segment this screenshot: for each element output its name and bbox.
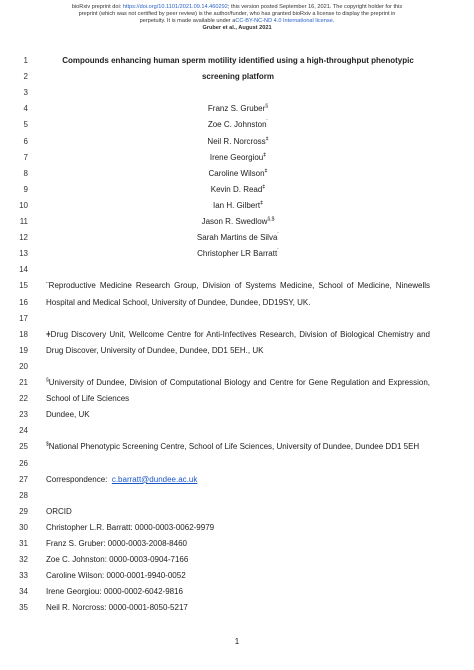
author-name	[46, 101, 430, 117]
affiliation-3-line-3: Dundee, UK	[46, 410, 90, 420]
author-name	[46, 134, 430, 150]
manuscript-line	[0, 472, 474, 488]
manuscript-line	[0, 182, 474, 198]
line-number: 19	[19, 345, 28, 355]
manuscript-line	[0, 359, 474, 375]
manuscript-line	[0, 262, 474, 278]
line-number: 8	[23, 168, 28, 178]
orcid-heading: ORCID	[46, 506, 72, 516]
author-name	[46, 214, 430, 230]
affiliation-4-text: National Phenotypic Screening Centre, School of Life Sciences, University of Dundee, Dundee DD1 5EH	[48, 442, 420, 452]
line-number: 33	[19, 571, 28, 581]
manuscript-line	[0, 278, 474, 294]
doi-link[interactable]: https://doi.org/10.1101/2021.09.14.460292	[122, 4, 228, 10]
affiliation-4	[46, 439, 419, 455]
manuscript-line	[0, 423, 474, 439]
affiliation-3-line-1	[46, 375, 430, 391]
author-name	[46, 182, 430, 198]
affiliation-3-line-2: School of Life Sciences	[46, 394, 130, 404]
correspondence	[46, 472, 197, 488]
author-name	[46, 246, 430, 262]
correspondence-email-link[interactable]: c.barratt@dundee.ac.uk	[111, 474, 198, 484]
manuscript-line	[0, 600, 474, 616]
affiliation-marker: §,$	[267, 216, 275, 223]
manuscript-line	[0, 117, 474, 133]
affiliation-1-line-1: ¨Reproductive Medicine Research Group, Division of Systems Medicine, School of Medicine, Ninewells	[46, 281, 430, 291]
manuscript-line	[0, 69, 474, 85]
running-head: Gruber et al., August 2021	[202, 25, 272, 31]
manuscript-line	[0, 311, 474, 327]
line-number: 27	[19, 474, 28, 484]
line-number: 11	[19, 217, 28, 226]
affiliation-3-line-1-text: University of Dundee, Division of Computational Biology and Centre for Gene Regulation and Expression,	[48, 378, 430, 387]
line-number: 4	[23, 104, 28, 114]
manuscript-line	[0, 584, 474, 600]
manuscript-line	[0, 214, 474, 230]
manuscript-line	[0, 439, 474, 455]
affiliation-marker: ¨	[277, 232, 280, 239]
author-name-text: Caroline Wilson	[208, 168, 265, 178]
affiliation-marker: ǂ	[265, 135, 269, 142]
author-name	[46, 198, 430, 214]
line-number: 15	[19, 281, 28, 291]
manuscript-line	[0, 134, 474, 150]
affiliation-marker: ¨	[266, 119, 269, 126]
manuscript-line	[0, 85, 474, 101]
manuscript-line	[0, 488, 474, 504]
correspondence-label: Correspondence:	[46, 474, 108, 484]
manuscript-line	[0, 568, 474, 584]
orcid-entry: Neil R. Norcross: 0000-0001-8050-5217	[46, 603, 188, 613]
preprint-header	[40, 4, 434, 32]
line-number: 21	[19, 378, 28, 387]
affiliation-2-line-2: Drug Discover, University of Dundee, Dundee, DD1 5EH., UK	[46, 345, 264, 355]
affiliation-marker: §	[265, 103, 269, 110]
header-line-3: perpetuity. It is made available under aCC-BY-NC-ND 4.0 International license.	[139, 18, 335, 24]
author-name-text: Kevin D. Read	[210, 184, 263, 194]
manuscript-line	[0, 230, 474, 246]
license-link[interactable]: CC-BY-NC-ND 4.0 International license	[235, 18, 333, 24]
line-number: 20	[19, 361, 28, 371]
orcid-entry: Christopher L.R. Barratt: 0000-0003-0062-9979	[46, 522, 215, 532]
manuscript-line	[0, 150, 474, 166]
line-number: 26	[19, 458, 28, 468]
manuscript-line	[0, 504, 474, 520]
affiliation-marker: §	[46, 377, 49, 384]
header-line-1: bioRxiv preprint doi: https://doi.org/10.1101/2021.09.14.460292; this version posted September 16, 2021. The copyright holder for this	[71, 4, 403, 10]
author-name-text: Neil R. Norcross	[207, 136, 266, 146]
title-line-1: Compounds enhancing human sperm motility identified using a high-throughput phenotypic	[62, 56, 414, 65]
line-number: 3	[23, 88, 28, 98]
orcid-entry: Franz S. Gruber: 0000-0003-2008-8460	[46, 539, 187, 548]
author-name	[46, 150, 430, 166]
affiliation-marker: ǂ	[264, 168, 268, 175]
line-number: 22	[19, 394, 28, 404]
line-number: 10	[19, 200, 28, 210]
affiliation-marker: ǂ	[263, 151, 267, 158]
line-number: 13	[19, 249, 28, 259]
manuscript-line	[0, 166, 474, 182]
author-name-text: Sarah Martins de Silva	[196, 233, 278, 243]
manuscript-line	[0, 53, 474, 69]
author-name	[46, 117, 430, 133]
affiliation-marker: $	[46, 441, 49, 448]
line-number: 5	[23, 120, 28, 130]
page-number: 1	[234, 637, 240, 646]
manuscript-line	[0, 246, 474, 262]
affiliation-marker: ǂ	[260, 200, 264, 207]
author-name-text: Zoe C. Johnston	[207, 120, 267, 130]
line-number: 24	[19, 426, 28, 436]
affiliation-1-line-2: Hospital and Medical School, University of Dundee, Dundee, DD19SY, UK.	[46, 297, 311, 307]
line-number: 12	[19, 233, 28, 243]
line-number: 17	[19, 313, 28, 323]
orcid-entry: Caroline Wilson: 0000-0001-9940-0052	[46, 571, 186, 581]
line-number: 14	[19, 265, 28, 275]
line-number: 32	[19, 555, 28, 565]
line-number: 16	[19, 297, 28, 307]
author-name-text: Irene Georgiou	[209, 152, 264, 162]
line-number: 31	[19, 539, 28, 548]
line-number: 35	[19, 603, 28, 613]
line-number: 7	[23, 152, 28, 162]
author-name-text: Jason R. Swedlow	[201, 217, 268, 226]
header-line-2: preprint (which was not certified by peer review) is the author/funder, who has granted bioRxiv a license to display the preprint in	[78, 11, 396, 17]
affiliation-marker: ǂ	[262, 184, 266, 191]
title-line-2: screening platform	[201, 72, 274, 82]
line-number: 18	[19, 329, 28, 339]
line-number: 2	[23, 72, 28, 82]
manuscript-line	[0, 456, 474, 472]
orcid-entry: Zoe C. Johnston: 0000-0003-0904-7166	[46, 555, 189, 565]
manuscript-line	[0, 536, 474, 552]
manuscript-line	[0, 198, 474, 214]
line-number: 6	[23, 136, 28, 146]
manuscript-line	[0, 375, 474, 391]
author-name-text: Christopher LR Barratt	[197, 249, 278, 259]
manuscript-line	[0, 520, 474, 536]
author-name	[46, 166, 430, 182]
line-number: 34	[19, 587, 28, 597]
manuscript-line	[0, 552, 474, 568]
manuscript-line	[0, 407, 474, 423]
manuscript-line	[0, 327, 474, 343]
line-number: 23	[19, 410, 28, 420]
line-number: 29	[19, 506, 28, 516]
manuscript-line	[0, 295, 474, 311]
line-number: 1	[23, 56, 28, 65]
manuscript-line	[0, 391, 474, 407]
manuscript-line	[0, 101, 474, 117]
author-name-text: Franz S. Gruber	[207, 104, 266, 114]
orcid-entry: Irene Georgiou: 0000-0002-6042-9816	[46, 587, 183, 597]
affiliation-2-line-1: ǂDrug Discovery Unit, Wellcome Centre for Anti-Infectives Research, Division of Biological Chemistry and	[46, 329, 430, 339]
line-number: 28	[19, 490, 28, 500]
line-number: 9	[23, 184, 28, 194]
author-name-text: Ian H. Gilbert	[212, 200, 261, 210]
manuscript-line	[0, 343, 474, 359]
author-name	[46, 230, 430, 246]
line-number: 25	[19, 442, 28, 452]
affiliation-marker: ¨	[277, 248, 279, 255]
line-number: 30	[19, 522, 28, 532]
